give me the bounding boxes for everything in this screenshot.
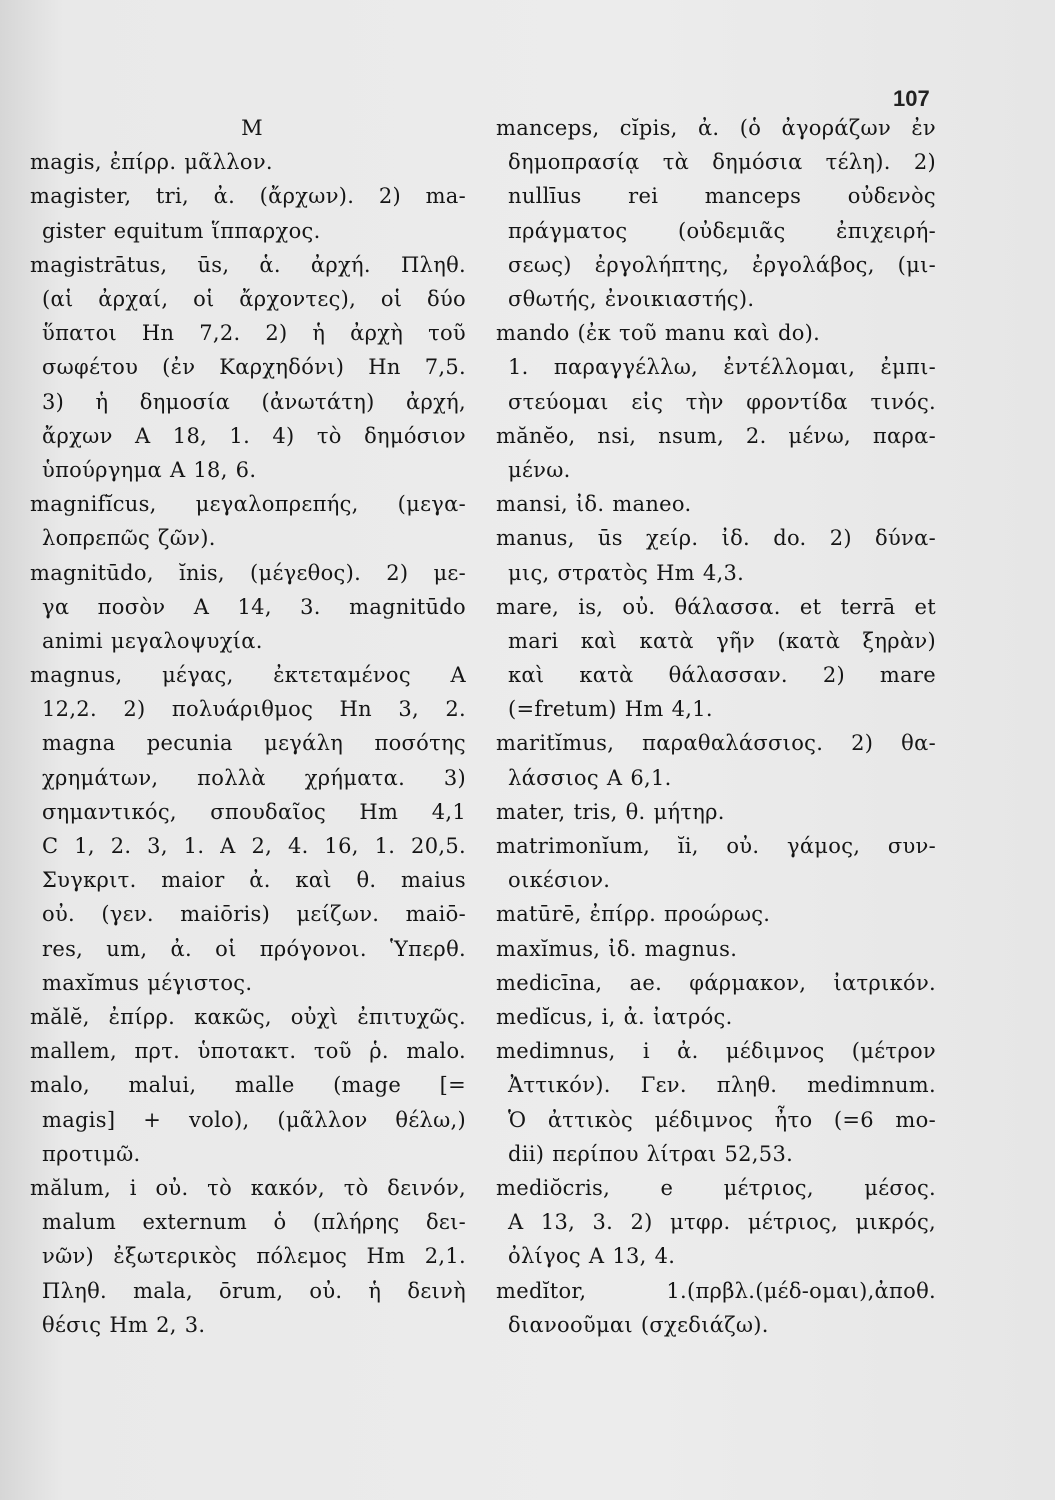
entry-line: gister equitum ἵππαρχος. [42, 218, 321, 243]
entry-line: 12,2. 2) πολυάριθμος Hn 3, 2. [42, 697, 466, 722]
entry-line: res, um, ἀ. οἱ πρόγονοι. Ὑπερθ. [42, 936, 466, 961]
entry-line: σεως) ἐργολήπτης, ἐργολάβος, (μι- [508, 252, 936, 277]
entry-line: διανοοῦμαι (σχεδιάζω). [508, 1312, 769, 1337]
entry-line: Ἀττικόν). Γεν. πληθ. medimnum. [508, 1073, 936, 1098]
entry-line: στεύομαι εἰς τὴν φροντίδα τινός. [508, 389, 936, 414]
entry-line: οὐ. (γεν. maiōris) μείζων. maiō- [42, 902, 466, 927]
entry-line: γα ποσὸν A 14, 3. magnitūdo [42, 594, 466, 619]
entry-line: νῶν) ἐξωτερικὸς πόλεμος Hm 2,1. [42, 1244, 466, 1269]
entry-line: magister, tri, ἀ. (ἄρχων). 2) ma- [30, 184, 466, 209]
entry-line: magnitūdo, ĭnis, (μέγεθος). 2) με- [30, 560, 466, 585]
entry-line: magis, ἐπίρρ. μᾶλλον. [30, 150, 273, 175]
entry-line: manus, ūs χείρ. ἰδ. do. 2) δύνα- [496, 526, 936, 551]
entry-line: ὀλίγος A 13, 4. [508, 1244, 676, 1269]
entry-line: medĭcus, i, ἀ. ἰατρός. [496, 1005, 733, 1030]
entry-line: medicīna, ae. φάρμακον, ἰατρικόν. [496, 970, 936, 995]
entry-line: λάσσιος A 6,1. [508, 765, 672, 790]
entry-line: mănĕo, nsi, nsum, 2. μένω, παρα- [496, 423, 936, 448]
entry-line: μις, στρατὸς Hm 4,3. [508, 560, 745, 585]
entry-line: μένω. [508, 457, 571, 482]
entry-line: magnus, μέγας, ἐκτεταμένος A [30, 663, 466, 688]
entry-line: magistrātus, ūs, ἁ. ἀρχή. Πληθ. [30, 252, 466, 277]
entry-line: πράγματος (οὐδεμιᾶς ἐπιχειρή- [508, 218, 936, 243]
entry-line: maxĭmus μέγιστος. [42, 970, 253, 995]
entry-line: ἄρχων A 18, 1. 4) τὸ δημόσιον [42, 423, 466, 448]
entry-line: A 13, 3. 2) μτφρ. μέτριος, μικρός, [508, 1210, 936, 1235]
entry-line: nullīus rei manceps οὐδενὸς [508, 184, 936, 209]
entry-line: magis] + volo), (μᾶλλον θέλω,) [42, 1107, 466, 1132]
entry-line: δημοπρασίᾳ τὰ δημόσια τέλη). 2) [508, 150, 936, 175]
page-number: 107 [893, 86, 930, 111]
entry-line: mari καὶ κατὰ γῆν (κατὰ ξηρὰν) [508, 628, 936, 653]
entry-line: σθωτής, ἐνοικιαστής). [508, 286, 755, 311]
entry-line: Ὁ ἀττικὸς μέδιμνος ἦτο (=6 mo- [508, 1107, 936, 1132]
entry-line: C 1, 2. 3, 1. A 2, 4. 16, 1. 20,5. [42, 834, 466, 859]
entry-line: dii) περίπου λίτραι 52,53. [508, 1141, 794, 1166]
entry-line: 1. παραγγέλλω, ἐντέλλομαι, ἐμπι- [508, 355, 936, 380]
entry-line: σημαντικός, σπουδαῖος Hm 4,1 [42, 799, 466, 824]
entry-line: mater, tris, θ. μήτηρ. [496, 799, 725, 824]
entry-line: οικέσιον. [508, 868, 611, 893]
entry-line: Συγκριτ. maior ἀ. καὶ θ. maius [42, 868, 466, 893]
entry-line: animi μεγαλοψυχία. [42, 628, 263, 653]
entry-line: χρημάτων, πολλὰ χρήματα. 3) [42, 765, 466, 790]
entry-line: malo, malui, malle (mage [= [30, 1073, 466, 1098]
letter-heading: M [241, 116, 263, 140]
entry-line: mălum, i οὐ. τὸ κακόν, τὸ δεινόν, [30, 1175, 466, 1200]
entry-line: (=fretum) Hm 4,1. [508, 697, 713, 722]
left-column [30, 111, 466, 1342]
entry-line: malum externum ὁ (πλήρης δει- [42, 1210, 466, 1235]
entry-line: maritĭmus, παραθαλάσσιος. 2) θα- [496, 731, 936, 756]
entry-line: magnifĭcus, μεγαλοπρεπής, (μεγα- [30, 492, 466, 517]
entry-line: mare, is, οὐ. θάλασσα. et terrā et [496, 594, 936, 619]
entry-line: mediŏcris, e μέτριος, μέσος. [496, 1176, 936, 1201]
entry-line: προτιμῶ. [42, 1141, 141, 1166]
entry-line: medimnus, i ἀ. μέδιμνος (μέτρον [496, 1039, 936, 1064]
entry-line: magna pecunia μεγάλη ποσότης [42, 731, 466, 756]
entry-line: λοπρεπῶς ζῶν). [42, 526, 216, 551]
entry-line: καὶ κατὰ θάλασσαν. 2) mare [508, 663, 936, 688]
right-column [496, 111, 936, 1342]
entry-line: manceps, cĭpis, ἀ. (ὁ ἀγοράζων ἐν [496, 116, 936, 140]
entry-line: matrimonĭum, ĭi, οὐ. γάμος, συν- [496, 834, 936, 859]
entry-line: medĭtor, 1.(πρβλ.(μέδ-ομαι),ἀποθ. [496, 1278, 936, 1303]
entry-line: mansi, ἰδ. maneo. [496, 492, 692, 517]
entry-line: ὑπούργημα A 18, 6. [42, 457, 257, 482]
entry-line: matūrē, ἐπίρρ. προώρως. [496, 902, 771, 927]
entry-line: σωφέτου (ἐν Καρχηδόνι) Hn 7,5. [42, 355, 466, 380]
entry-line: 3) ἡ δημοσία (ἀνωτάτη) ἀρχή, [42, 389, 466, 414]
entry-line: mallem, πρτ. ὑποτακτ. τοῦ ῥ. malo. [30, 1039, 466, 1064]
entry-line: (αἱ ἀρχαί, οἱ ἄρχοντες), οἱ δύο [42, 286, 466, 311]
entry-line: ὕπατοι Hn 7,2. 2) ἡ ἀρχὴ τοῦ [42, 321, 466, 346]
entry-line: θέσις Hm 2, 3. [42, 1312, 206, 1337]
entry-line: mando (ἐκ τοῦ manu καὶ do). [496, 321, 821, 346]
entry-line: Πληθ. mala, ōrum, οὐ. ἡ δεινὴ [42, 1278, 466, 1303]
entry-line: maxĭmus, ἰδ. magnus. [496, 936, 738, 961]
entry-line: mălĕ, ἐπίρρ. κακῶς, οὐχὶ ἐπιτυχῶς. [30, 1004, 466, 1029]
